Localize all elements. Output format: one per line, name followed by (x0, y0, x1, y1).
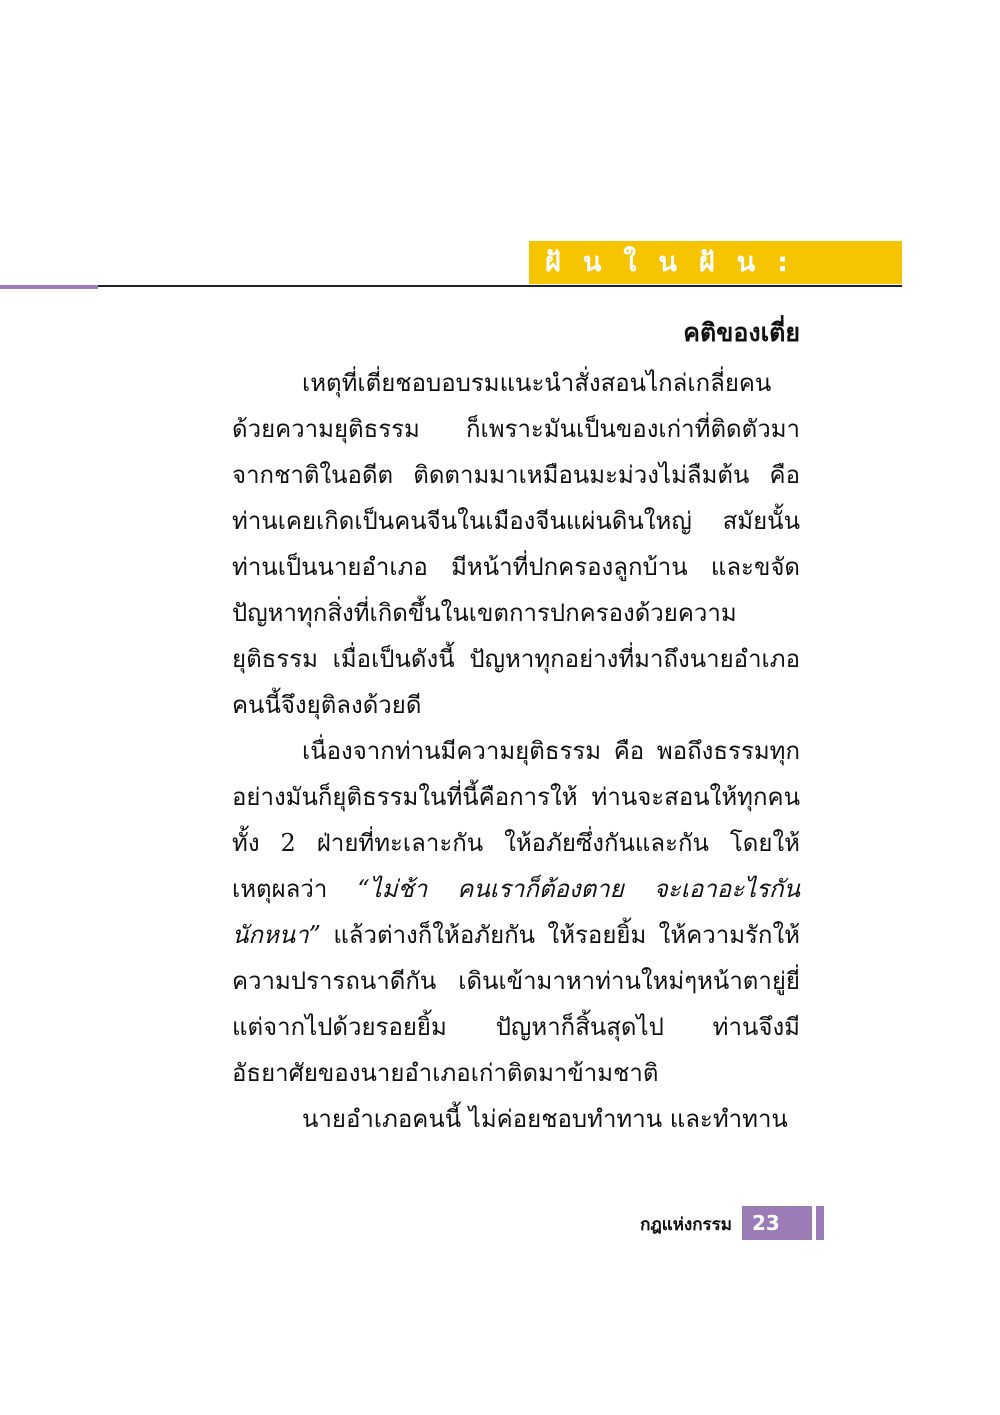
page-number-accent-bar (816, 1206, 824, 1240)
header-rule (98, 285, 902, 287)
paragraph-2 (232, 728, 800, 1096)
paragraph-2-quote: “ไม่ช้า คนเราก็ต้องตาย จะเอาอะไรกันนักหนา” (232, 875, 800, 949)
paragraph-2-rest: แล้วต่างก็ให้อภัยกัน ให้รอยยิ้ม ให้ความรักให้ความปรารถนาดีกัน เดินเข้ามาหาท่านใหม่ๆหน้าตายู่ยี่ แต่จากไปด้วยรอยยิ้ม ปัญหาก็สิ้นสุดไป ท่านจึงมีอัธยาศัยของนายอำเภอเก่าติดมาข้ามชาติ (232, 921, 800, 1087)
paragraph-1: เหตุที่เตี่ยชอบอบรมแนะนำสั่งสอนไกล่เกลี่ยคนด้วยความยุติธรรม ก็เพราะมันเป็นของเก่าที่ติดตัวมาจากชาติในอดีต ติดตามมาเหมือนมะม่วงไม่ลืมต้น คือท่านเคยเกิดเป็นคนจีนในเมืองจีนแผ่นดินใหญ่ สมัยนั้นท่านเป็นนายอำเภอ มีหน้าที่ปกครองลูกบ้าน และขจัดปัญหาทุกสิ่งที่เกิดขึ้นในเขตการปกครองด้วยความยุติธรรม เมื่อเป็นดังนี้ ปัญหาทุกอย่างที่มาถึงนายอำเภอคนนี้จึงยุติลงด้วยดี (232, 369, 800, 719)
chapter-header-title: ฝันในฝัน: (545, 247, 810, 278)
body-text (232, 360, 800, 1142)
header-rule-accent (0, 285, 98, 289)
paragraph-3: นายอำเภอคนนี้ ไม่ค่อยชอบทำทาน และทำทาน (302, 1105, 788, 1133)
paragraph-2-intro: เนื่องจากท่านมีความยุติธรรม คือ พอถึงธรรมทุกอย่างมันก็ยุติธรรมในที่นี้คือการให้ ท่านจะสอนให้ทุกคนทั้ง 2 ฝ่ายที่ทะเลาะกัน ให้อภัยซึ่งกันและกัน โดยให้เหตุผลว่า (232, 737, 800, 903)
section-title: คติของเตี่ย (683, 318, 800, 347)
footer-book-title: กฎแห่งกรรม (640, 1215, 732, 1235)
page-number: 23 (742, 1206, 812, 1240)
